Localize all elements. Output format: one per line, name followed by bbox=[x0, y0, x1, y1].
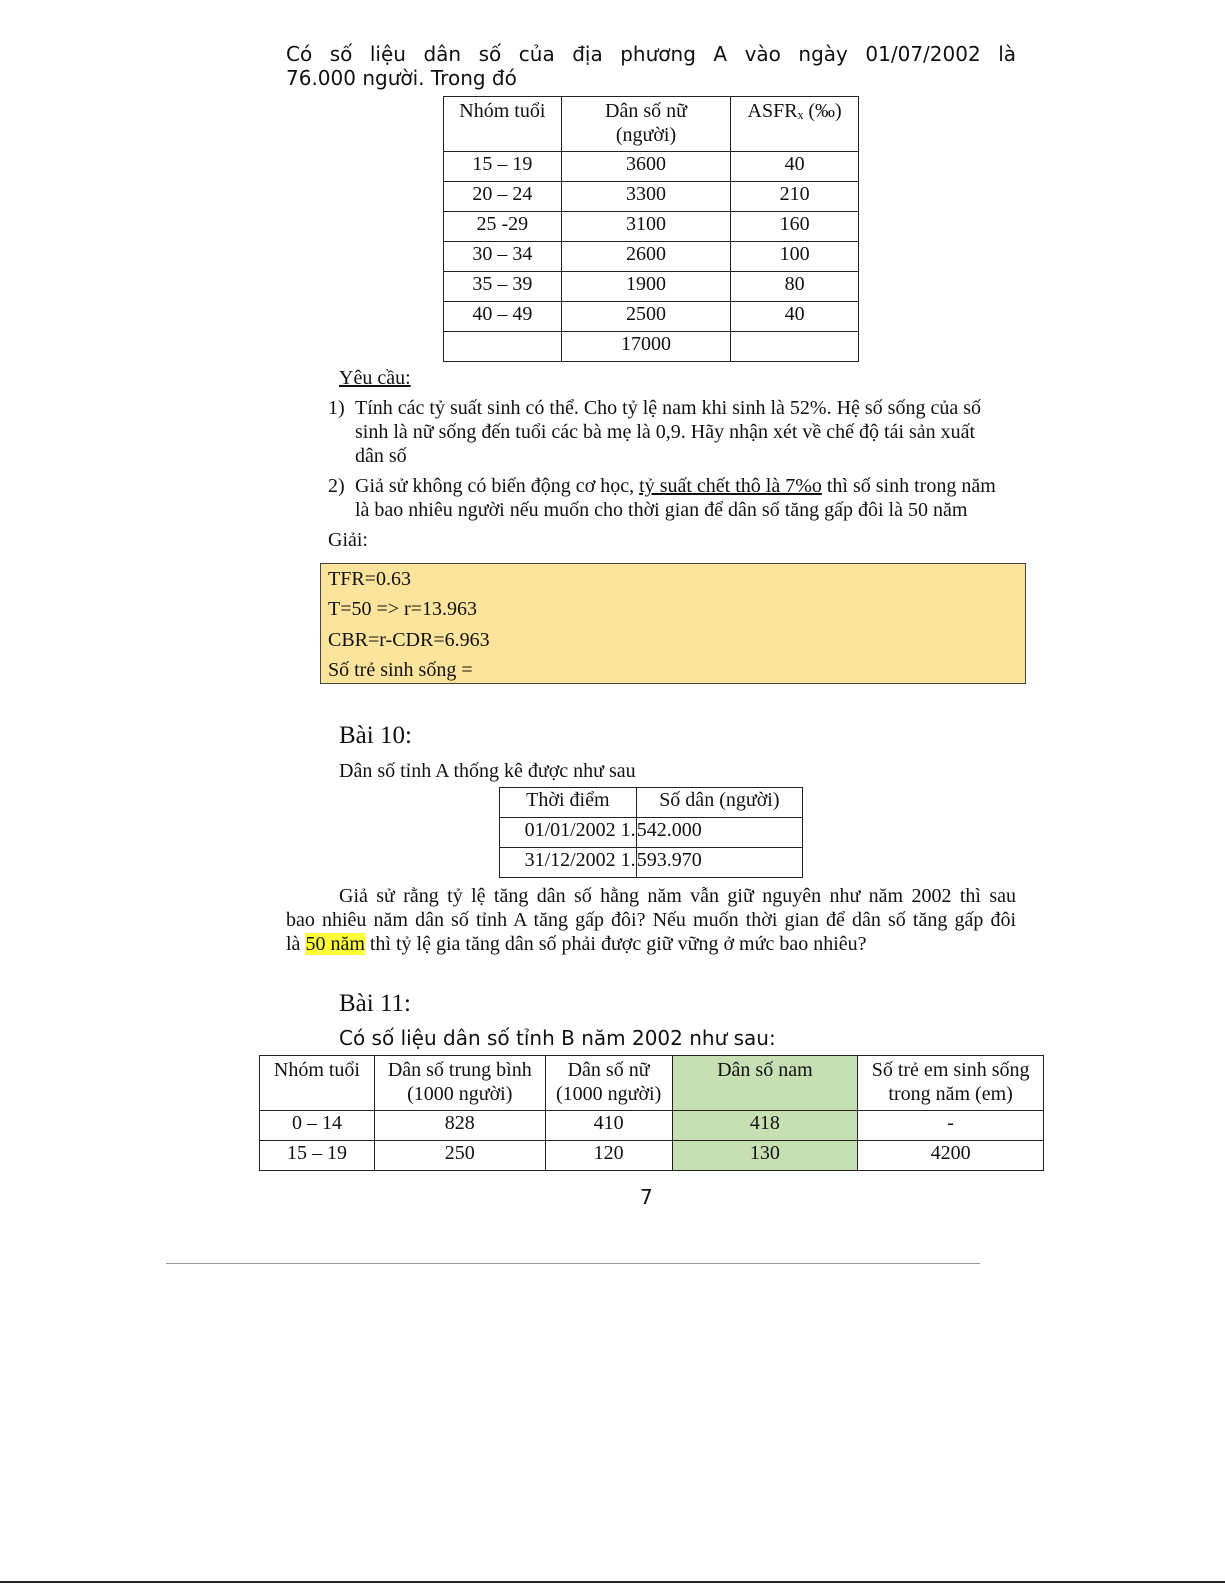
cell: 40 – 49 bbox=[444, 302, 562, 332]
cell: 410 bbox=[545, 1111, 672, 1141]
requirement-2-line-1 bbox=[355, 475, 996, 498]
table-row bbox=[500, 848, 803, 878]
cell: 593.970 bbox=[636, 848, 802, 878]
text-span: thì tỷ lệ gia tăng dân số phải được giữ vững ở mức bao nhiêu? bbox=[364, 933, 867, 955]
cell: 25 -29 bbox=[444, 212, 562, 242]
bai-11-heading: Bài 11: bbox=[339, 990, 411, 1017]
requirements-label: Yêu cầu: bbox=[339, 367, 411, 389]
intro-line-1: Có số liệu dân số của địa phương A vào ngày 01/07/2002 là bbox=[286, 42, 1016, 66]
header-male-pop: Dân số nam bbox=[672, 1056, 858, 1111]
page-number: 7 bbox=[640, 1185, 653, 1209]
table-row bbox=[260, 1111, 1044, 1141]
cell: 2500 bbox=[561, 302, 731, 332]
cell: 40 bbox=[731, 302, 859, 332]
bottom-border bbox=[0, 1581, 1225, 1583]
cell: 35 – 39 bbox=[444, 272, 562, 302]
bai-10-paragraph-line-3 bbox=[286, 933, 867, 956]
header-female-pop: Dân số nữ (1000 người) bbox=[545, 1056, 672, 1111]
header-avg-pop: Dân số trung bình (1000 người) bbox=[374, 1056, 545, 1111]
cell: 418 bbox=[672, 1111, 858, 1141]
bai-10-paragraph-line-1: Giả sử rằng tỷ lệ tăng dân số hằng năm vẫn giữ nguyên như năm 2002 thì sau bbox=[339, 885, 1016, 907]
cell: 250 bbox=[374, 1141, 545, 1171]
answer-line-r: T=50 => r=13.963 bbox=[328, 598, 477, 620]
cell: 15 – 19 bbox=[444, 152, 562, 182]
cell: 17000 bbox=[561, 332, 731, 362]
table-row bbox=[444, 302, 859, 332]
crude-death-rate-text: tỷ suất chết thô là 7%o bbox=[639, 475, 822, 497]
requirement-1-line-1: Tính các tỷ suất sinh có thể. Cho tỷ lệ nam khi sinh là 52%. Hệ số sống của số bbox=[355, 397, 982, 419]
table-header-row bbox=[260, 1056, 1044, 1111]
table-row bbox=[500, 818, 803, 848]
cell: 1900 bbox=[561, 272, 731, 302]
cell: 3100 bbox=[561, 212, 731, 242]
cell bbox=[444, 332, 562, 362]
table-row bbox=[444, 212, 859, 242]
solution-label: Giải: bbox=[328, 529, 368, 551]
header-population: Số dân (người) bbox=[636, 788, 802, 818]
table-total-row bbox=[444, 332, 859, 362]
bai-10-paragraph-line-2: bao nhiêu năm dân số tỉnh A tăng gấp đôi? Nếu muốn thời gian để dân số tăng gấp đôi bbox=[286, 909, 1016, 931]
answer-box bbox=[320, 563, 1026, 684]
cell: 3300 bbox=[561, 182, 731, 212]
requirement-1-line-2: sinh là nữ sống đến tuổi các bà mẹ là 0,9. Hãy nhận xét về chế độ tái sản xuất bbox=[355, 421, 976, 443]
cell: 130 bbox=[672, 1141, 858, 1171]
cell bbox=[731, 332, 859, 362]
cell: 01/01/2002 1. bbox=[500, 818, 637, 848]
province-b-table bbox=[259, 1055, 1044, 1171]
cell: 0 – 14 bbox=[260, 1111, 375, 1141]
table-row bbox=[444, 182, 859, 212]
header-live-births: Số trẻ em sinh sống trong năm (em) bbox=[858, 1056, 1044, 1111]
table-row bbox=[260, 1141, 1044, 1171]
header-time: Thời điểm bbox=[500, 788, 637, 818]
table-row bbox=[444, 272, 859, 302]
cell: 20 – 24 bbox=[444, 182, 562, 212]
intro-line-2: 76.000 người. Trong đó bbox=[286, 66, 517, 90]
cell: 40 bbox=[731, 152, 859, 182]
requirement-1-number: 1) bbox=[328, 397, 345, 419]
header-age-group: Nhóm tuổi bbox=[444, 97, 562, 152]
answer-line-tfr: TFR=0.63 bbox=[328, 568, 411, 590]
cell: 30 – 34 bbox=[444, 242, 562, 272]
population-table bbox=[499, 787, 803, 878]
answer-line-cbr: CBR=r-CDR=6.963 bbox=[328, 629, 490, 651]
text-span: là bbox=[286, 933, 306, 955]
header-asfr: ASFRₓ (‰) bbox=[731, 97, 859, 152]
cell: 210 bbox=[731, 182, 859, 212]
cell: 31/12/2002 1. bbox=[500, 848, 637, 878]
answer-line-births: Số trẻ sinh sống = bbox=[328, 659, 473, 681]
table-row bbox=[444, 242, 859, 272]
cell: 3600 bbox=[561, 152, 731, 182]
bai-10-heading: Bài 10: bbox=[339, 722, 412, 749]
header-female-pop: Dân số nữ (người) bbox=[561, 97, 731, 152]
cell: 80 bbox=[731, 272, 859, 302]
highlighted-50-years: 50 năm bbox=[305, 933, 365, 955]
cell: 160 bbox=[731, 212, 859, 242]
requirement-2-number: 2) bbox=[328, 475, 345, 497]
cell: 15 – 19 bbox=[260, 1141, 375, 1171]
page-divider bbox=[166, 1263, 980, 1264]
fertility-table bbox=[443, 96, 859, 362]
cell: 100 bbox=[731, 242, 859, 272]
cell: 542.000 bbox=[636, 818, 802, 848]
requirement-2-text: Giả sử không có biến động cơ học, bbox=[355, 475, 640, 497]
cell: 120 bbox=[545, 1141, 672, 1171]
requirement-2-text-post: thì số sinh trong năm bbox=[821, 475, 996, 497]
requirement-1-line-3: dân số bbox=[355, 445, 407, 467]
cell: 4200 bbox=[858, 1141, 1044, 1171]
bai-11-intro: Có số liệu dân số tỉnh B năm 2002 như sau: bbox=[339, 1026, 776, 1050]
bai-10-intro: Dân số tỉnh A thống kê được như sau bbox=[339, 760, 636, 782]
table-row bbox=[444, 152, 859, 182]
table-header-row bbox=[444, 97, 859, 152]
header-age-group: Nhóm tuổi bbox=[260, 1056, 375, 1111]
cell: 828 bbox=[374, 1111, 545, 1141]
table-header-row bbox=[500, 788, 803, 818]
requirement-2-line-2: là bao nhiêu người nếu muốn cho thời gian để dân số tăng gấp đôi là 50 năm bbox=[355, 499, 968, 521]
cell: - bbox=[858, 1111, 1044, 1141]
cell: 2600 bbox=[561, 242, 731, 272]
